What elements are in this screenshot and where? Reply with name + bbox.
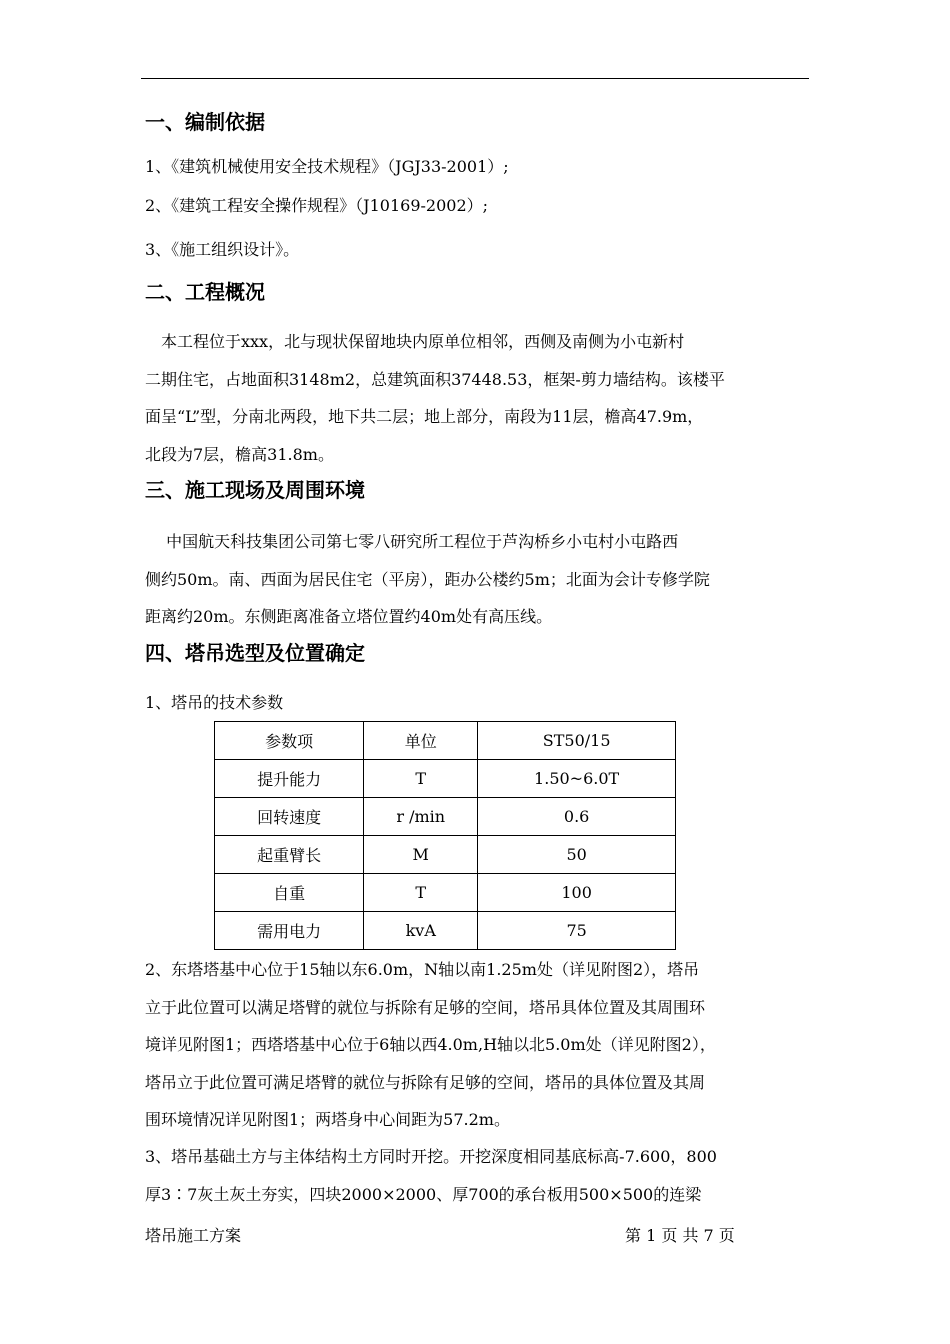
- section-title-site: 三、施工现场及周围环境: [145, 478, 365, 502]
- overview-line-4: 北段为7层，檐高31.8m。: [145, 444, 334, 464]
- site-line-2: 侧约50m。南、西面为居民住宅（平房），距办公楼约5m；北面为会计专修学院: [145, 569, 710, 589]
- overview-line-3: 面呈“L”型，分南北两段，地下共二层；地上部分，南段为11层，檐高47.9m，: [145, 407, 704, 426]
- table-cell: 起重臂长: [215, 836, 364, 874]
- table-header-cell: 单位: [364, 722, 478, 760]
- table-row: [215, 760, 676, 798]
- table-row: [215, 874, 676, 912]
- section-title-overview: 二、工程概况: [145, 280, 265, 304]
- table-cell: M: [364, 836, 478, 874]
- table-cell: kvA: [364, 912, 478, 950]
- section-title-crane: 四、塔吊选型及位置确定: [145, 641, 365, 665]
- table-cell: 1.50~6.0T: [478, 760, 676, 798]
- table-cell: 75: [478, 912, 676, 950]
- site-line-3: 距离约20m。东侧距离准备立塔位置约40m处有高压线。: [145, 607, 553, 626]
- table-cell: 100: [478, 874, 676, 912]
- table-cell: r /min: [364, 798, 478, 836]
- crane-params-table: [214, 721, 676, 950]
- basis-item-1: 1、《建筑机械使用安全技术规程》（JGJ33-2001）;: [145, 157, 509, 176]
- overview-paragraph: [145, 323, 809, 473]
- foundation-line-2: 厚3∶7灰土灰土夯实，四块2000×2000、厚700的承台板用500×500的连梁: [145, 1184, 702, 1204]
- header-rule: [141, 78, 809, 79]
- position-line-1: 2、东塔塔基中心位于15轴以东6.0m，N轴以南1.25m处（详见附图2），塔吊: [145, 960, 700, 979]
- table-cell: 0.6: [478, 798, 676, 836]
- footer-doc-title: 塔吊施工方案: [145, 1226, 242, 1245]
- table-cell: 回转速度: [215, 798, 364, 836]
- table-cell: 提升能力: [215, 760, 364, 798]
- site-line-1: 中国航天科技集团公司第七零八研究所工程位于芦沟桥乡小屯村小屯路西: [145, 532, 679, 551]
- position-line-4: 塔吊立于此位置可满足塔臂的就位与拆除有足够的空间，塔吊的具体位置及其周: [145, 1072, 706, 1092]
- basis-item-2: 2、《建筑工程安全操作规程》（J10169-2002）;: [145, 196, 489, 215]
- table-row: [215, 798, 676, 836]
- overview-line-2: 二期住宅，占地面积3148m2，总建筑面积37448.53，框架-剪力墙结构。该楼平: [145, 369, 725, 389]
- crane-params-caption: 1、塔吊的技术参数: [145, 693, 284, 712]
- footer-page-info: 第 1 页 共 7 页: [625, 1226, 735, 1245]
- table-cell: T: [364, 760, 478, 798]
- table-cell: T: [364, 874, 478, 912]
- site-paragraph: [145, 523, 809, 636]
- position-line-5: 围环境情况详见附图1；两塔身中心间距为57.2m。: [145, 1110, 510, 1129]
- table-cell: 50: [478, 836, 676, 874]
- position-line-2: 立于此位置可以满足塔臂的就位与拆除有足够的空间，塔吊具体位置及其周围环: [145, 997, 706, 1017]
- table-row: [215, 836, 676, 874]
- section-title-basis: 一、编制依据: [145, 110, 265, 134]
- crane-foundation-paragraph: [145, 1138, 809, 1213]
- table-cell: 需用电力: [215, 912, 364, 950]
- foundation-line-1: 3、塔吊基础土方与主体结构土方同时开挖。开挖深度相同基底标高-7.600，800: [145, 1147, 717, 1166]
- table-header-cell: ST50/15: [478, 722, 676, 760]
- position-line-3: 境详见附图1；西塔塔基中心位于6轴以西4.0m,H轴以北5.0m处（详见附图2），: [145, 1035, 716, 1054]
- table-cell: 自重: [215, 874, 364, 912]
- table-header-cell: 参数项: [215, 722, 364, 760]
- crane-position-paragraph: [145, 951, 809, 1139]
- overview-line-1: 本工程位于xxx，北与现状保留地块内原单位相邻，西侧及南侧为小屯新村: [145, 332, 685, 351]
- basis-item-3: 3、《施工组织设计》。: [145, 240, 300, 259]
- table-header-row: [215, 722, 676, 760]
- table-row: [215, 912, 676, 950]
